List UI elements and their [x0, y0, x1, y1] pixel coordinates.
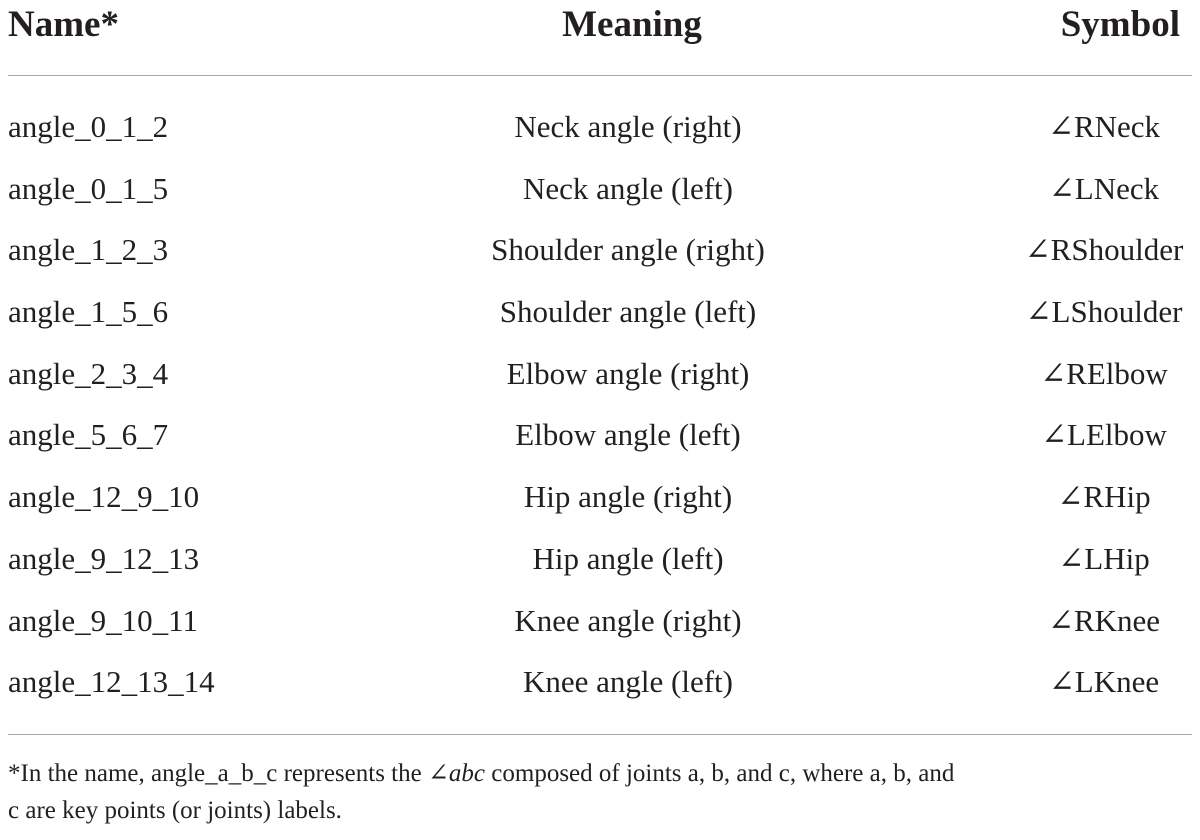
cell-name: angle_5_6_7	[8, 417, 169, 453]
table-row	[0, 348, 1200, 410]
table-row	[0, 163, 1200, 225]
cell-symbol: ∠RHip	[1057, 479, 1151, 515]
table-bottom-divider	[8, 734, 1192, 735]
cell-symbol: ∠RElbow	[1040, 355, 1168, 391]
table-body	[0, 101, 1200, 718]
cell-symbol: ∠RKnee	[1047, 602, 1161, 638]
cell-meaning: Shoulder angle (left)	[499, 294, 757, 330]
cell-symbol: ∠RNeck	[1047, 109, 1161, 144]
cell-symbol: ∠LShoulder	[1025, 294, 1183, 330]
header-name: Name*	[8, 4, 119, 45]
cell-name: angle_12_13_14	[8, 664, 215, 700]
table-row	[0, 224, 1200, 286]
cell-meaning: Shoulder angle (right)	[491, 232, 765, 268]
footnote-text-before: *In the name, angle_a_b_c represents the	[8, 760, 428, 787]
footnote-text-after: composed of joints a, b, and c, where a, b, and	[485, 760, 955, 787]
table-row	[0, 286, 1200, 348]
cell-meaning: Elbow angle (right)	[506, 355, 750, 391]
cell-meaning: Knee angle (right)	[514, 602, 742, 638]
cell-meaning: Elbow angle (left)	[515, 417, 741, 453]
footnote-angle-symbol: ∠abc	[427, 760, 486, 787]
cell-symbol: ∠LElbow	[1041, 417, 1167, 453]
cell-name: angle_9_12_13	[8, 540, 200, 576]
footnote-line-2: c are key points (or joints) labels.	[8, 797, 342, 824]
table-row	[0, 656, 1200, 718]
table-row	[0, 533, 1200, 595]
cell-name: angle_1_5_6	[8, 294, 169, 330]
cell-name: angle_0_1_2	[8, 109, 169, 144]
cell-meaning: Neck angle (right)	[514, 109, 742, 144]
header-divider	[8, 75, 1192, 76]
cell-name: angle_1_2_3	[8, 232, 169, 268]
cell-symbol: ∠LKnee	[1048, 664, 1160, 700]
cell-meaning: Knee angle (left)	[523, 664, 733, 700]
header-symbol: Symbol	[1060, 4, 1180, 45]
footnote-line-1	[8, 755, 1194, 792]
cell-symbol: ∠LHip	[1058, 540, 1150, 576]
table-header-row	[0, 0, 1200, 50]
cell-meaning: Hip angle (left)	[532, 540, 724, 576]
table-row	[0, 471, 1200, 533]
table-footnote	[8, 755, 1194, 829]
table-row	[0, 409, 1200, 471]
header-meaning: Meaning	[562, 4, 702, 45]
cell-name: angle_12_9_10	[8, 479, 200, 515]
cell-symbol: ∠LNeck	[1048, 170, 1160, 206]
cell-name: angle_2_3_4	[8, 355, 169, 391]
cell-meaning: Hip angle (right)	[523, 479, 733, 515]
cell-meaning: Neck angle (left)	[523, 170, 733, 206]
table-row	[0, 595, 1200, 657]
cell-name: angle_9_10_11	[8, 602, 198, 638]
table-row	[0, 101, 1200, 163]
cell-name: angle_0_1_5	[8, 170, 169, 206]
cell-symbol: ∠RShoulder	[1024, 232, 1184, 268]
